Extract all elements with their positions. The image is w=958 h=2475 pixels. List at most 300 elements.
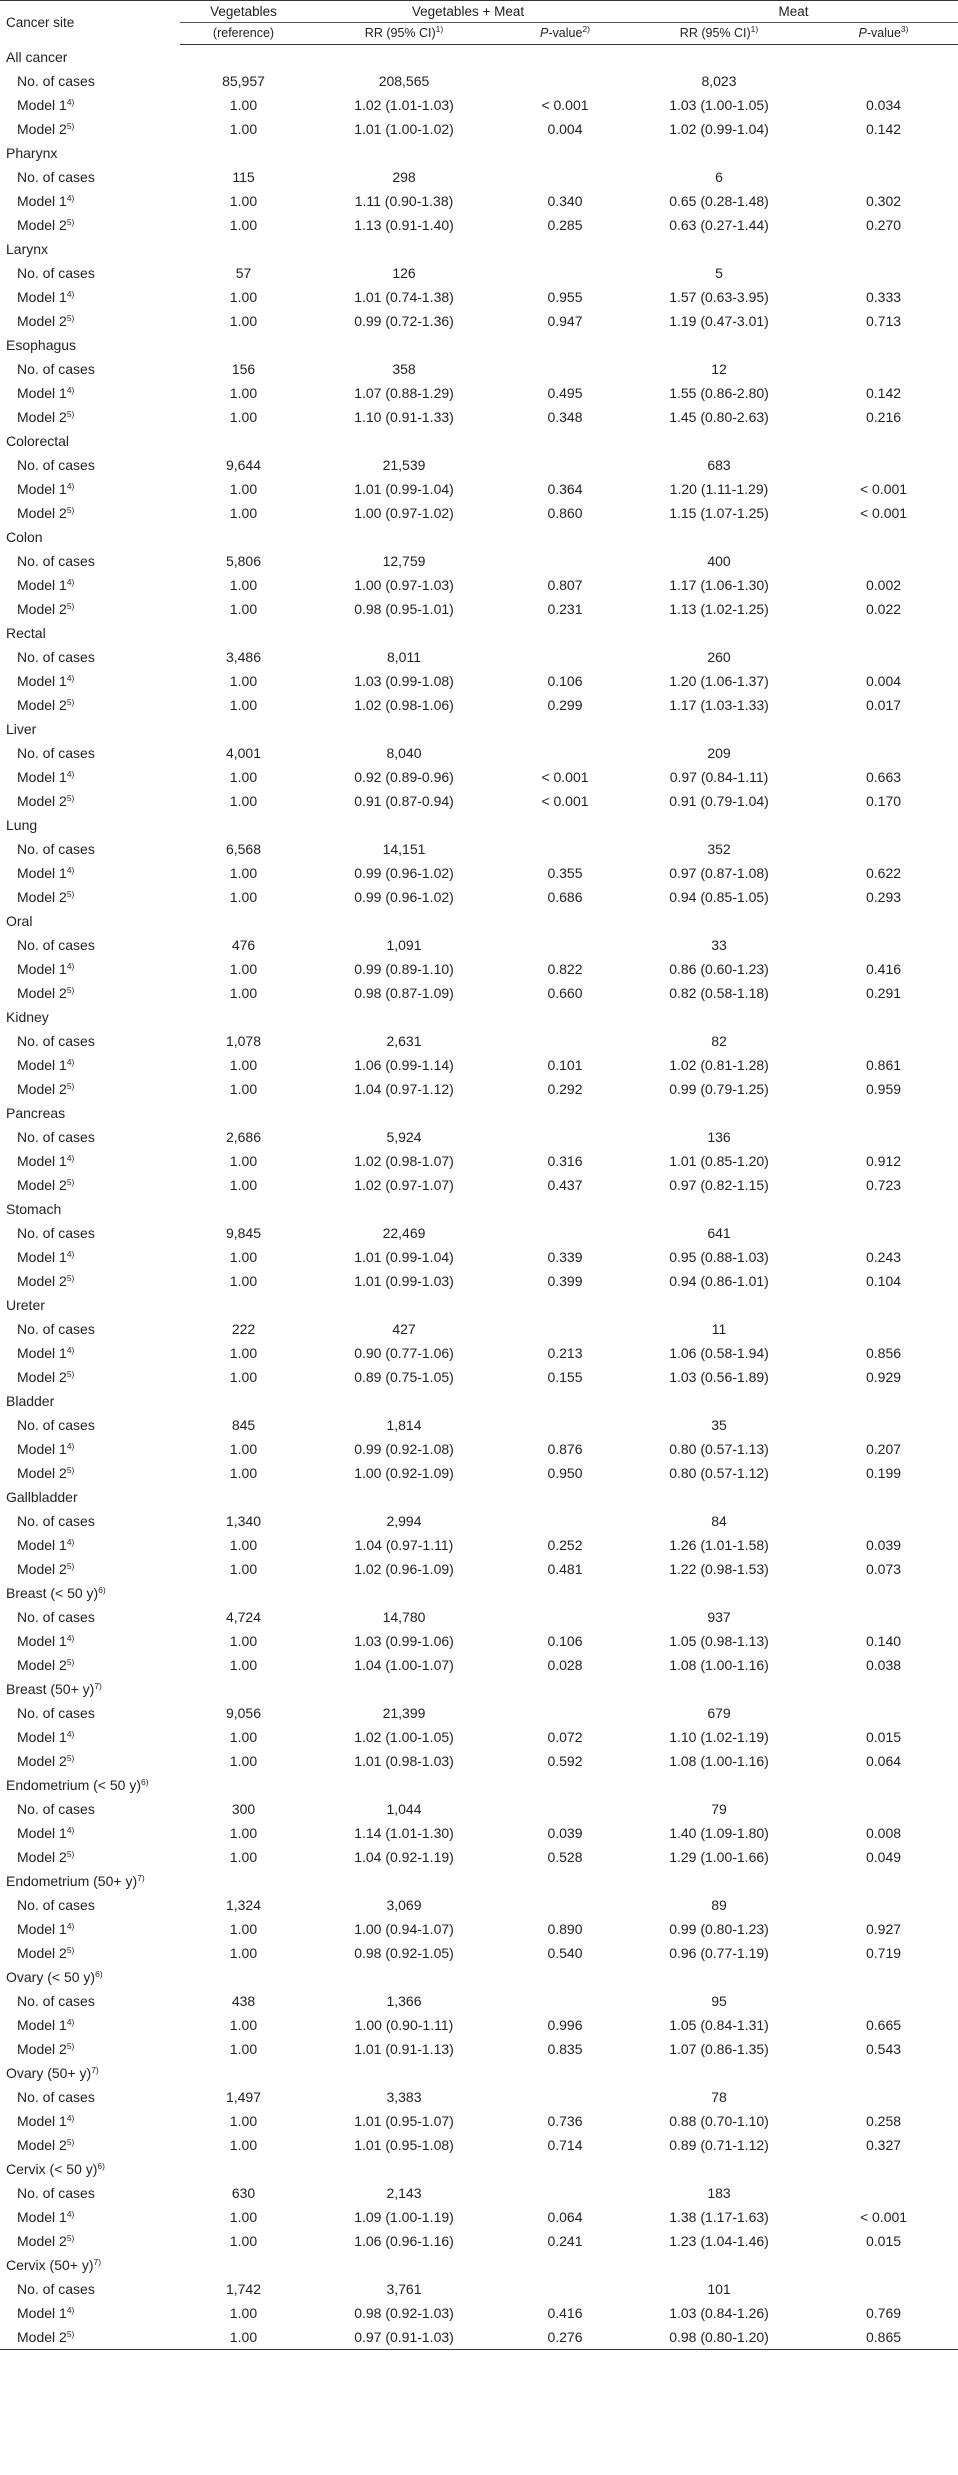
p-value-meat: 0.856 <box>865 1345 902 1361</box>
cases-vegetables-meat: 1,814 <box>386 1417 422 1433</box>
empty-cell <box>501 933 629 957</box>
cases-vegetables-meat: 1,366 <box>386 1993 422 2009</box>
rr-meat: 1.07 (0.86-1.35) <box>669 2041 769 2057</box>
site-row <box>0 1869 958 1893</box>
row-label: Model 1$^{4)}$ <box>17 577 75 593</box>
empty-cell <box>809 1701 958 1725</box>
cases-meat: 6 <box>715 169 723 185</box>
cases-vegetables-meat: 427 <box>392 1321 416 1337</box>
model1-row <box>0 1725 958 1749</box>
rr-meat: 0.95 (0.88-1.03) <box>669 1249 769 1265</box>
site-row <box>0 1485 958 1509</box>
cases-row <box>0 357 958 381</box>
row-label: Model 1$^{4)}$ <box>17 193 75 209</box>
site-name: Gallbladder <box>6 1489 78 1505</box>
rr-vegetables: 1.00 <box>229 1441 258 1457</box>
p-value-vegetables-meat: 0.947 <box>547 313 583 329</box>
rr-vegetables: 1.00 <box>229 601 258 617</box>
p-value-vegetables-meat: 0.028 <box>547 1657 583 1673</box>
row-label: Model 2$^{5)}$ <box>17 1369 75 1385</box>
p-value-meat: 0.034 <box>865 97 902 113</box>
rr-meat: 0.97 (0.84-1.11) <box>669 769 769 785</box>
row-label: No. of cases <box>17 457 95 473</box>
table-body <box>0 45 958 2350</box>
site-row <box>0 429 958 453</box>
row-label: No. of cases <box>17 1609 95 1625</box>
rr-vegetables-meat: 0.92 (0.89-0.96) <box>354 769 454 785</box>
model2-row <box>0 981 958 1005</box>
rr-vegetables: 1.00 <box>229 2209 258 2225</box>
empty-cell <box>501 261 629 285</box>
p-value-vegetables-meat: 0.106 <box>547 1633 583 1649</box>
p-value-meat: 0.929 <box>865 1369 902 1385</box>
model1-row <box>0 1629 958 1653</box>
site-name: Ovary (< 50 y)$^{6)}$ <box>6 1969 103 1985</box>
cases-vegetables-meat: 2,143 <box>386 2185 422 2201</box>
rr-vegetables-meat: 1.03 (0.99-1.08) <box>354 673 454 689</box>
row-label: Model 1$^{4)}$ <box>17 1633 75 1649</box>
model2-row <box>0 1365 958 1389</box>
site-name: Stomach <box>6 1201 62 1217</box>
cases-vegetables: 2,686 <box>225 1129 262 1145</box>
empty-cell <box>501 1701 629 1725</box>
site-name: Liver <box>6 721 37 737</box>
cases-meat: 11 <box>711 1321 727 1337</box>
cases-vegetables-meat: 3,761 <box>386 2281 422 2297</box>
rr-meat: 0.99 (0.80-1.23) <box>669 1921 769 1937</box>
cases-meat: 12 <box>711 361 727 377</box>
cases-vegetables-meat: 358 <box>392 361 416 377</box>
rr-meat: 1.22 (0.98-1.53) <box>669 1561 769 1577</box>
cases-row <box>0 69 958 93</box>
p-value-vegetables-meat: 0.241 <box>547 2233 583 2249</box>
p-value-meat: 0.015 <box>865 1729 902 1745</box>
row-label: Model 1$^{4)}$ <box>17 2017 75 2033</box>
rr-vegetables: 1.00 <box>229 889 258 905</box>
site-row <box>0 1005 958 1029</box>
p-value-vegetables-meat: 0.213 <box>547 1345 583 1361</box>
rr-meat: 1.19 (0.47-3.01) <box>669 313 769 329</box>
row-label: No. of cases <box>17 2281 95 2297</box>
model2-row <box>0 117 958 141</box>
empty-cell <box>809 933 958 957</box>
p-value-vegetables-meat: 0.528 <box>547 1849 583 1865</box>
rr-vegetables-meat: 1.00 (0.97-1.03) <box>354 577 454 593</box>
p-value-vegetables-meat: < 0.001 <box>541 97 589 113</box>
model1-row <box>0 381 958 405</box>
model1-row <box>0 2205 958 2229</box>
empty-cell <box>501 357 629 381</box>
empty-cell <box>809 357 958 381</box>
rr-vegetables: 1.00 <box>229 409 258 425</box>
header-vegetables: Vegetables <box>180 1 307 23</box>
rr-meat: 1.20 (1.06-1.37) <box>669 673 769 689</box>
empty-cell <box>501 1413 629 1437</box>
model1-row <box>0 477 958 501</box>
row-label: Model 2$^{5)}$ <box>17 1561 75 1577</box>
rr-vegetables-meat: 1.02 (0.98-1.07) <box>354 1153 454 1169</box>
row-label: No. of cases <box>17 745 95 761</box>
rr-meat: 1.55 (0.86-2.80) <box>669 385 769 401</box>
p-value-vegetables-meat: 0.252 <box>547 1537 583 1553</box>
site-name: Pancreas <box>6 1105 66 1121</box>
rr-vegetables: 1.00 <box>229 1921 258 1937</box>
p-value-vegetables-meat: 0.039 <box>547 1825 583 1841</box>
cases-vegetables-meat: 2,994 <box>386 1513 422 1529</box>
row-label: No. of cases <box>17 553 95 569</box>
cases-vegetables: 845 <box>231 1417 256 1433</box>
p-value-vegetables-meat: 0.101 <box>547 1057 583 1073</box>
p-value-vegetables-meat: 0.399 <box>547 1273 583 1289</box>
rr-meat: 1.03 (0.56-1.89) <box>669 1369 769 1385</box>
cases-row <box>0 2277 958 2301</box>
rr-meat: 1.29 (1.00-1.66) <box>669 1849 769 1865</box>
site-name: Breast (< 50 y)$^{6)}$ <box>6 1585 106 1601</box>
empty-cell <box>809 1893 958 1917</box>
model2-row <box>0 309 958 333</box>
rr-vegetables: 1.00 <box>229 577 258 593</box>
p-value-vegetables-meat: 0.950 <box>547 1465 583 1481</box>
cases-meat: 683 <box>707 457 731 473</box>
rr-vegetables-meat: 1.01 (0.99-1.03) <box>354 1273 454 1289</box>
model1-row <box>0 2109 958 2133</box>
rr-meat: 0.99 (0.79-1.25) <box>669 1081 769 1097</box>
rr-vegetables-meat: 0.99 (0.96-1.02) <box>354 889 454 905</box>
model1-row <box>0 2013 958 2037</box>
site-name: Oral <box>6 913 33 929</box>
rr-vegetables: 1.00 <box>229 313 258 329</box>
site-row <box>0 1293 958 1317</box>
table-header <box>0 1 958 45</box>
row-label: Model 2$^{5)}$ <box>17 505 75 521</box>
p-value-vegetables-meat: 0.340 <box>547 193 583 209</box>
model1-row <box>0 669 958 693</box>
rr-vegetables: 1.00 <box>229 793 258 809</box>
cases-row <box>0 2181 958 2205</box>
cases-vegetables-meat: 22,469 <box>382 1225 426 1241</box>
row-label: No. of cases <box>17 1897 95 1913</box>
row-label: Model 1$^{4)}$ <box>17 1153 75 1169</box>
p-value-vegetables-meat: 0.686 <box>547 889 583 905</box>
rr-vegetables-meat: 1.07 (0.88-1.29) <box>354 385 454 401</box>
rr-meat: 0.89 (0.71-1.12) <box>669 2137 769 2153</box>
cases-row <box>0 933 958 957</box>
cases-vegetables: 1,340 <box>225 1513 262 1529</box>
rr-vegetables-meat: 0.91 (0.87-0.94) <box>354 793 454 809</box>
row-label: Model 1$^{4)}$ <box>17 2113 75 2129</box>
empty-cell <box>501 1989 629 2013</box>
model2-row <box>0 1941 958 1965</box>
p-value-meat: 0.002 <box>865 577 902 593</box>
rr-vegetables: 1.00 <box>229 1081 258 1097</box>
p-value-meat: 0.912 <box>865 1153 902 1169</box>
p-value-meat: 0.142 <box>865 385 902 401</box>
p-value-vegetables-meat: 0.231 <box>547 601 583 617</box>
cases-vegetables: 476 <box>231 937 256 953</box>
p-value-vegetables-meat: 0.348 <box>547 409 583 425</box>
rr-vegetables-meat: 0.99 (0.92-1.08) <box>354 1441 454 1457</box>
model1-row <box>0 2301 958 2325</box>
cases-meat: 209 <box>707 745 731 761</box>
row-label: No. of cases <box>17 265 95 281</box>
p-value-meat: 0.008 <box>865 1825 902 1841</box>
p-value-meat: 0.291 <box>865 985 902 1001</box>
rr-vegetables: 1.00 <box>229 769 258 785</box>
rr-vegetables-meat: 1.01 (0.95-1.08) <box>354 2137 454 2153</box>
p-value-vegetables-meat: 0.495 <box>547 385 583 401</box>
empty-cell <box>809 261 958 285</box>
site-name: Endometrium $(50+ y)^{7)}$ <box>6 1873 145 1889</box>
rr-meat: 1.17 (1.06-1.30) <box>669 577 769 593</box>
model1-row <box>0 285 958 309</box>
site-row <box>0 525 958 549</box>
empty-cell <box>501 2181 629 2205</box>
cases-meat: 641 <box>707 1225 731 1241</box>
cases-vegetables-meat: 8,011 <box>387 649 421 665</box>
empty-cell <box>501 1797 629 1821</box>
row-label: Model 1$^{4)}$ <box>17 2209 75 2225</box>
rr-vegetables: 1.00 <box>229 121 258 137</box>
rr-meat: 0.94 (0.86-1.01) <box>669 1273 769 1289</box>
site-name: Bladder <box>6 1393 55 1409</box>
rr-vegetables: 1.00 <box>229 985 258 1001</box>
rr-meat: 0.88 (0.70-1.10) <box>669 2113 769 2129</box>
rr-meat: 0.82 (0.58-1.18) <box>669 985 769 1001</box>
cases-row <box>0 1509 958 1533</box>
model2-row <box>0 1077 958 1101</box>
p-value-meat: 0.416 <box>865 961 902 977</box>
row-label: No. of cases <box>17 1417 95 1433</box>
rr-vegetables-meat: 1.02 (0.97-1.07) <box>354 1177 454 1193</box>
cases-vegetables: 1,742 <box>225 2281 262 2297</box>
cases-meat: 84 <box>711 1513 727 1529</box>
cases-meat: 95 <box>711 1993 727 2009</box>
site-row <box>0 2157 958 2181</box>
row-label: Model 2$^{5)}$ <box>17 2041 75 2057</box>
p-value-meat: 0.207 <box>865 1441 902 1457</box>
row-label: No. of cases <box>17 73 95 89</box>
rr-vegetables: 1.00 <box>229 673 258 689</box>
model1-row <box>0 1053 958 1077</box>
rr-meat: 1.01 (0.85-1.20) <box>669 1153 769 1169</box>
rr-vegetables: 1.00 <box>229 1825 258 1841</box>
cases-row <box>0 2085 958 2109</box>
site-name: All cancer <box>6 49 68 65</box>
p-value-vegetables-meat: 0.481 <box>547 1561 583 1577</box>
rr-vegetables: 1.00 <box>229 1657 258 1673</box>
row-label: No. of cases <box>17 1321 95 1337</box>
empty-cell <box>501 549 629 573</box>
site-name: Cervix (< 50 y)$^{6)}$ <box>6 2161 105 2177</box>
cases-vegetables: 630 <box>231 2185 256 2201</box>
model1-row <box>0 1149 958 1173</box>
rr-vegetables: 1.00 <box>229 1177 258 1193</box>
cases-meat: 89 <box>711 1897 727 1913</box>
model1-row <box>0 1341 958 1365</box>
rr-vegetables: 1.00 <box>229 193 258 209</box>
cases-vegetables-meat: 208,565 <box>378 73 430 89</box>
empty-cell <box>809 1989 958 2013</box>
rr-vegetables: 1.00 <box>180 2325 307 2350</box>
cases-row <box>0 1989 958 2013</box>
p-value-meat: 0.022 <box>865 601 902 617</box>
cases-meat: 35 <box>711 1417 727 1433</box>
empty-cell <box>501 837 629 861</box>
p-value-vegetables-meat: 0.285 <box>547 217 583 233</box>
rr-meat: 1.05 (0.98-1.13) <box>669 1633 769 1649</box>
rr-vegetables: 1.00 <box>229 2041 258 2057</box>
rr-meat: 0.63 (0.27-1.44) <box>669 217 769 233</box>
site-name: Cervix $(50+ y)^{7)}$ <box>6 2257 102 2273</box>
model2-row <box>0 1845 958 1869</box>
header-rr-ci-meat: RR (95% CI)$^{1)}$ <box>629 23 809 45</box>
rr-meat: 0.91 (0.79-1.04) <box>669 793 769 809</box>
p-value-vegetables-meat: 0.876 <box>547 1441 583 1457</box>
rr-meat: 1.03 (1.00-1.05) <box>669 97 769 113</box>
rr-meat: 0.94 (0.85-1.05) <box>669 889 769 905</box>
cases-row <box>0 453 958 477</box>
rr-vegetables: 1.00 <box>229 865 258 881</box>
rr-meat: 1.20 (1.11-1.29) <box>669 481 769 497</box>
rr-vegetables-meat: 0.98 (0.92-1.05) <box>354 1945 454 1961</box>
cases-row <box>0 837 958 861</box>
site-row <box>0 1677 958 1701</box>
p-value-meat: 0.333 <box>865 289 902 305</box>
row-label: Model 2$^{5)}$ <box>17 793 75 809</box>
p-value-meat: 0.017 <box>865 697 902 713</box>
rr-meat: 0.80 (0.57-1.13) <box>669 1441 769 1457</box>
row-label: Model 1$^{4)}$ <box>17 97 75 113</box>
empty-cell <box>809 1125 958 1149</box>
empty-cell <box>809 741 958 765</box>
row-label: Model 1$^{4)}$ <box>17 2305 75 2321</box>
row-label: No. of cases <box>17 2089 95 2105</box>
cases-vegetables-meat: 1,091 <box>386 937 422 953</box>
rr-vegetables-meat: 1.14 (1.01-1.30) <box>354 1825 454 1841</box>
rr-vegetables: 1.00 <box>229 1273 258 1289</box>
p-value-meat: 0.270 <box>865 217 902 233</box>
rr-vegetables-meat: 1.00 (0.92-1.09) <box>354 1465 454 1481</box>
p-value-vegetables-meat: < 0.001 <box>541 793 589 809</box>
row-label: No. of cases <box>17 1513 95 1529</box>
p-value-meat: 0.665 <box>865 2017 902 2033</box>
cases-row <box>0 1413 958 1437</box>
rr-vegetables: 1.00 <box>229 2113 258 2129</box>
rr-meat: 1.08 (1.00-1.16) <box>669 1657 769 1673</box>
model1-row <box>0 1245 958 1269</box>
cases-meat: 101 <box>707 2281 731 2297</box>
site-name: Endometrium (< 50 y)$^{6)}$ <box>6 1777 149 1793</box>
cases-vegetables: 156 <box>231 361 256 377</box>
site-row <box>0 1581 958 1605</box>
row-label: Model 1$^{4)}$ <box>17 289 75 305</box>
rr-vegetables-meat: 1.06 (0.99-1.14) <box>354 1057 454 1073</box>
p-value-meat: 0.302 <box>865 193 902 209</box>
rr-vegetables-meat: 1.01 (0.98-1.03) <box>354 1753 454 1769</box>
row-label: No. of cases <box>17 1705 95 1721</box>
rr-meat: 0.98 (0.80-1.20) <box>629 2325 809 2350</box>
p-value-meat: 0.140 <box>865 1633 902 1649</box>
site-name: Rectal <box>6 625 46 641</box>
rr-meat: 0.97 (0.82-1.15) <box>669 1177 769 1193</box>
p-value-meat: 0.049 <box>865 1849 902 1865</box>
empty-cell <box>501 741 629 765</box>
site-row <box>0 1965 958 1989</box>
row-label: No. of cases <box>17 1033 95 1049</box>
p-value-meat: 0.015 <box>865 2233 902 2249</box>
empty-cell <box>501 1893 629 1917</box>
empty-cell <box>809 1797 958 1821</box>
model2-row <box>0 693 958 717</box>
cases-vegetables-meat: 21,399 <box>382 1705 426 1721</box>
rr-vegetables: 1.00 <box>229 1561 258 1577</box>
empty-cell <box>809 1605 958 1629</box>
cases-meat: 136 <box>707 1129 731 1145</box>
p-value-vegetables-meat: 0.822 <box>547 961 583 977</box>
cases-vegetables: 6,568 <box>225 841 262 857</box>
site-row <box>0 141 958 165</box>
p-value-vegetables-meat: < 0.001 <box>541 769 589 785</box>
cases-row <box>0 645 958 669</box>
rr-vegetables-meat: 0.98 (0.95-1.01) <box>354 601 454 617</box>
site-row <box>0 909 958 933</box>
rr-vegetables: 1.00 <box>229 1465 258 1481</box>
rr-vegetables-meat: 0.89 (0.75-1.05) <box>354 1369 454 1385</box>
row-label: Model 2$^{5)}$ <box>17 1465 75 1481</box>
empty-cell <box>809 2277 958 2301</box>
model1-row <box>0 189 958 213</box>
cases-meat: 260 <box>707 649 731 665</box>
cases-vegetables-meat: 8,040 <box>386 745 422 761</box>
model2-row <box>0 2133 958 2157</box>
p-value-meat: 0.038 <box>865 1657 902 1673</box>
rr-vegetables-meat: 1.11 (0.90-1.38) <box>354 193 454 209</box>
p-value-meat: < 0.001 <box>859 2209 908 2225</box>
row-label: Model 2$^{5)}$ <box>17 1273 75 1289</box>
p-value-meat: 0.543 <box>865 2041 902 2057</box>
cases-vegetables-meat: 5,924 <box>386 1129 422 1145</box>
cases-vegetables-meat: 3,069 <box>386 1897 422 1913</box>
p-value-vegetables-meat: 0.835 <box>547 2041 583 2057</box>
rr-vegetables-meat: 1.04 (1.00-1.07) <box>354 1657 454 1673</box>
rr-vegetables-meat: 1.01 (0.91-1.13) <box>354 2041 454 2057</box>
p-value-meat: 0.861 <box>865 1057 902 1073</box>
site-row <box>0 333 958 357</box>
row-label: No. of cases <box>17 841 95 857</box>
empty-cell <box>809 1029 958 1053</box>
p-value-meat: 0.039 <box>865 1537 902 1553</box>
empty-cell <box>809 453 958 477</box>
rr-vegetables: 1.00 <box>229 961 258 977</box>
model1-row <box>0 93 958 117</box>
row-label: No. of cases <box>17 649 95 665</box>
cases-vegetables: 222 <box>231 1321 256 1337</box>
model2-row <box>0 2325 958 2350</box>
cases-vegetables-meat: 1,044 <box>386 1801 422 1817</box>
empty-cell <box>809 2085 958 2109</box>
cases-row <box>0 1221 958 1245</box>
row-label: Model 2$^{5)}$ <box>17 1849 75 1865</box>
cases-vegetables: 1,324 <box>225 1897 262 1913</box>
model1-row <box>0 765 958 789</box>
rr-vegetables: 1.00 <box>229 2233 258 2249</box>
model2-row <box>0 1461 958 1485</box>
site-row <box>0 1389 958 1413</box>
row-label: Model 1$^{4)}$ <box>17 385 75 401</box>
row-label: Model 1$^{4)}$ <box>17 1921 75 1937</box>
p-value-vegetables-meat: 0.155 <box>547 1369 583 1385</box>
p-value-meat: 0.622 <box>865 865 902 881</box>
